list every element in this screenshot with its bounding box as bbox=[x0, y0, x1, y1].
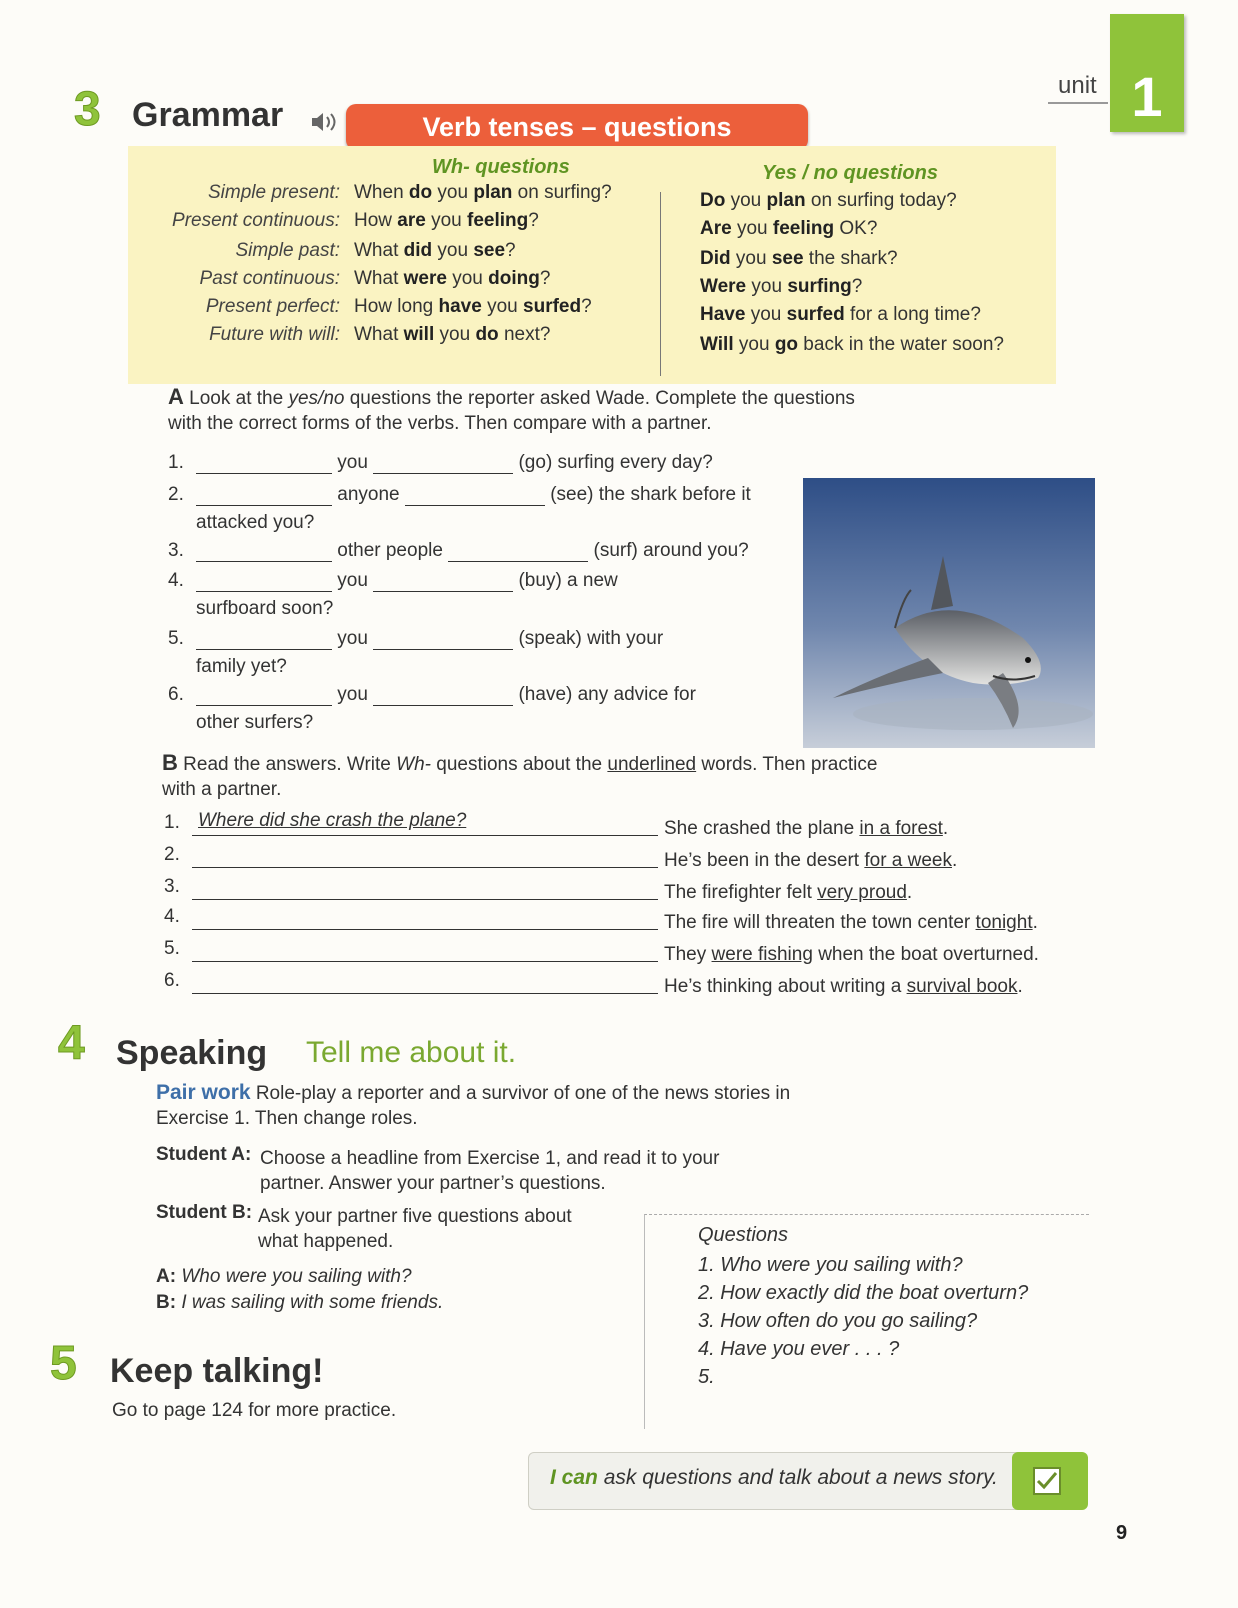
question-word: anyone bbox=[337, 484, 400, 505]
dialogue-b-speaker: B: bbox=[156, 1292, 177, 1313]
wh-question-part: you bbox=[481, 296, 524, 317]
exercise-a-italic: yes/no bbox=[288, 388, 345, 409]
yes-no-question-part: ? bbox=[851, 276, 863, 297]
exercise-a-question bbox=[196, 570, 618, 592]
exercise-a-question bbox=[196, 484, 751, 506]
i-can-bold: I can bbox=[550, 1466, 598, 1489]
yes-no-question-part: go bbox=[774, 334, 799, 355]
student-b-text bbox=[258, 1204, 638, 1254]
answer-blank[interactable] bbox=[196, 573, 332, 592]
pair-work-instructions bbox=[156, 1080, 876, 1131]
speaking-subtitle: Tell me about it. bbox=[306, 1036, 517, 1069]
item-number: 1. bbox=[168, 452, 184, 473]
question-continuation: attacked you? bbox=[196, 512, 315, 533]
wh-question bbox=[354, 210, 539, 232]
wh-question-part: When bbox=[354, 182, 409, 203]
verb-tenses-banner: Verb tenses – questions bbox=[346, 104, 808, 150]
wh-question-part: What bbox=[354, 268, 404, 289]
wh-question-part: do bbox=[408, 182, 433, 203]
exercise-b-text-3: words. Then practice bbox=[696, 754, 878, 775]
answer-blank[interactable] bbox=[196, 543, 332, 562]
wh-question-part: doing bbox=[488, 268, 540, 289]
wh-question-part: How bbox=[354, 210, 398, 231]
tense-label: Past continuous: bbox=[199, 268, 340, 289]
yes-no-question-part: you bbox=[733, 334, 775, 355]
yes-no-question-part: surfed bbox=[786, 304, 845, 325]
student-b-label: Student B: bbox=[156, 1202, 253, 1223]
shark-photo bbox=[803, 478, 1095, 748]
answer-text-end: . bbox=[942, 818, 949, 839]
yes-no-question bbox=[700, 334, 1004, 356]
exercise-a-question bbox=[196, 452, 713, 474]
item-number: 2. bbox=[168, 484, 184, 505]
exercise-b-letter: B bbox=[162, 750, 178, 775]
exercise-b-text: Read the answers. Write bbox=[183, 754, 397, 775]
question-item: 4. Have you ever . . . ? bbox=[698, 1338, 900, 1360]
underlined-words: survival book bbox=[906, 976, 1018, 997]
yes-no-question bbox=[700, 190, 957, 212]
student-a-line1: Choose a headline from Exercise 1, and read it to your bbox=[260, 1148, 720, 1169]
yes-no-question-part: you bbox=[745, 304, 787, 325]
wh-question-part: do bbox=[475, 324, 499, 345]
wh-question-part: you bbox=[425, 210, 468, 231]
verb-prompt: (have) any advice for bbox=[518, 684, 696, 705]
tense-label: Present continuous: bbox=[172, 210, 340, 231]
verb-prompt: (surf) around you? bbox=[593, 540, 749, 561]
item-number: 5. bbox=[164, 938, 180, 959]
student-b-line2: what happened. bbox=[258, 1231, 394, 1252]
unit-rule bbox=[1048, 102, 1108, 104]
speaking-title: Speaking bbox=[116, 1034, 268, 1072]
yes-no-question-part: Are bbox=[700, 218, 732, 239]
question-item: 5. bbox=[698, 1366, 715, 1388]
yes-no-question-part: Have bbox=[700, 304, 746, 325]
yes-no-question-part: Were bbox=[700, 276, 747, 297]
wh-question-part: have bbox=[438, 296, 482, 317]
item-number: 4. bbox=[164, 906, 180, 927]
item-number: 5. bbox=[168, 628, 184, 649]
answer-blank[interactable] bbox=[196, 631, 332, 650]
underlined-words: tonight bbox=[975, 912, 1033, 933]
yes-no-question bbox=[700, 218, 877, 240]
student-a-text bbox=[260, 1146, 780, 1196]
yes-no-question-part: plan bbox=[766, 190, 806, 211]
wh-question-part: will bbox=[403, 324, 435, 345]
question-continuation: family yet? bbox=[196, 656, 287, 677]
underlined-words: very proud bbox=[817, 882, 907, 903]
tense-label: Present perfect: bbox=[205, 296, 340, 317]
wh-question-part: you bbox=[434, 324, 476, 345]
exercise-a-line2: with the correct forms of the verbs. Then compare with a partner. bbox=[168, 413, 712, 434]
answer-line[interactable] bbox=[192, 898, 658, 900]
yes-no-question-part: on surfing today? bbox=[805, 190, 957, 211]
dialogue-b bbox=[156, 1290, 443, 1315]
answer-blank[interactable] bbox=[373, 687, 513, 706]
wh-question-part: How long bbox=[354, 296, 439, 317]
yes-no-question-part: back in the water soon? bbox=[798, 334, 1004, 355]
exercise-b-text-2: questions about the bbox=[430, 754, 608, 775]
answer-text: They bbox=[664, 944, 712, 965]
column-divider bbox=[660, 192, 661, 376]
pair-work-line1: Role-play a reporter and a survivor of one of the news stories in bbox=[255, 1083, 791, 1104]
tense-label: Future with will: bbox=[209, 324, 340, 345]
exercise-a-text-2: questions the reporter asked Wade. Complete the questions bbox=[344, 388, 855, 409]
answer-line[interactable] bbox=[192, 834, 658, 836]
exercise-a-letter: A bbox=[168, 384, 184, 409]
exercise-b-instructions bbox=[162, 750, 942, 802]
checkbox-icon[interactable] bbox=[1012, 1452, 1088, 1510]
answer-sentence bbox=[664, 944, 1039, 966]
question-word: you bbox=[337, 628, 368, 649]
answer-line[interactable] bbox=[192, 992, 658, 994]
answer-sentence bbox=[664, 976, 1023, 998]
keep-talking-title: Keep talking! bbox=[110, 1352, 324, 1390]
grammar-title: Grammar bbox=[132, 96, 284, 134]
unit-number: 1 bbox=[1131, 65, 1163, 128]
answer-text-end: . bbox=[906, 882, 913, 903]
answer-text-end: . bbox=[1017, 976, 1023, 997]
answer-blank[interactable] bbox=[373, 573, 513, 592]
question-continuation: surfboard soon? bbox=[196, 598, 334, 619]
answer-text-end: . bbox=[1032, 912, 1038, 933]
item-number: 6. bbox=[168, 684, 184, 705]
question-item: 2. How exactly did the boat overturn? bbox=[698, 1282, 1029, 1304]
item-number: 6. bbox=[164, 970, 180, 991]
wh-question bbox=[354, 268, 550, 290]
yes-no-question-part: the shark? bbox=[803, 248, 898, 269]
wh-question-part: are bbox=[397, 210, 426, 231]
yes-no-questions-heading: Yes / no questions bbox=[762, 162, 938, 184]
question-item: 3. How often do you go sailing? bbox=[698, 1310, 978, 1332]
questions-heading: Questions bbox=[698, 1224, 789, 1246]
item-number: 3. bbox=[168, 540, 184, 561]
example-answer: Where did she crash the plane? bbox=[198, 810, 467, 831]
wh-question-part: plan bbox=[473, 182, 513, 203]
wh-question-part: you bbox=[432, 182, 474, 203]
answer-sentence bbox=[664, 818, 948, 840]
verb-prompt: (speak) with your bbox=[518, 628, 664, 649]
section-5-number: 5 bbox=[50, 1337, 77, 1390]
item-number: 4. bbox=[168, 570, 184, 591]
answer-text: The fire will threaten the town center bbox=[664, 912, 976, 933]
yes-no-question bbox=[700, 248, 898, 270]
answer-line[interactable] bbox=[192, 866, 658, 868]
wh-question-part: ? bbox=[505, 240, 516, 261]
wh-question bbox=[354, 240, 516, 262]
answer-blank[interactable] bbox=[448, 543, 588, 562]
item-number: 2. bbox=[164, 844, 180, 865]
wh-questions-heading: Wh- questions bbox=[432, 156, 570, 178]
tense-label: Simple present: bbox=[207, 182, 340, 203]
question-word: other people bbox=[337, 540, 443, 561]
section-3-number: 3 bbox=[74, 83, 101, 136]
section-4-number: 4 bbox=[58, 1017, 85, 1070]
answer-blank[interactable] bbox=[196, 455, 332, 474]
answer-line[interactable] bbox=[192, 960, 658, 962]
yes-no-question-part: OK? bbox=[834, 218, 878, 239]
answer-text: She crashed the plane bbox=[664, 818, 860, 839]
question-word: you bbox=[337, 684, 368, 705]
answer-line[interactable] bbox=[192, 928, 658, 930]
answer-blank[interactable] bbox=[373, 631, 513, 650]
answer-sentence bbox=[664, 882, 912, 904]
underlined-words: for a week bbox=[864, 850, 952, 871]
unit-label: unit bbox=[1058, 72, 1097, 99]
answer-blank[interactable] bbox=[196, 487, 332, 506]
item-number: 1. bbox=[164, 812, 180, 833]
wh-question-part: next? bbox=[498, 324, 551, 345]
wh-question-part: What bbox=[354, 240, 404, 261]
yes-no-question bbox=[700, 276, 862, 298]
answer-text-end: . bbox=[952, 850, 958, 871]
exercise-a-question bbox=[196, 628, 663, 650]
exercise-a-text: Look at the bbox=[189, 388, 289, 409]
wh-question-part: you bbox=[432, 240, 474, 261]
wh-question-part: ? bbox=[539, 268, 551, 289]
yes-no-question-part: Do bbox=[700, 190, 726, 211]
yes-no-question-part: Did bbox=[700, 248, 731, 269]
yes-no-question-part: for a long time? bbox=[844, 304, 981, 325]
page-number: 9 bbox=[1116, 1522, 1128, 1544]
exercise-b-italic: Wh- bbox=[396, 754, 431, 775]
dialogue-a-speaker: A: bbox=[156, 1266, 177, 1287]
answer-text: He’s thinking about writing a bbox=[664, 976, 907, 997]
verb-prompt: (buy) a new bbox=[518, 570, 618, 591]
answer-text-end: when the boat overturned. bbox=[812, 944, 1039, 965]
wh-question-part: see bbox=[473, 240, 506, 261]
yes-no-question-part: you bbox=[746, 276, 788, 297]
student-b-line1: Ask your partner five questions about bbox=[258, 1206, 572, 1227]
exercise-a-question bbox=[196, 684, 696, 706]
answer-sentence bbox=[664, 912, 1038, 934]
verb-prompt: (go) surfing every day? bbox=[518, 452, 713, 473]
yes-no-question-part: feeling bbox=[772, 218, 835, 239]
student-a-line2: partner. Answer your partner’s questions. bbox=[260, 1173, 606, 1194]
dialogue-b-text: I was sailing with some friends. bbox=[181, 1292, 444, 1313]
yes-no-question-part: you bbox=[730, 248, 772, 269]
wh-question bbox=[354, 182, 612, 204]
answer-blank[interactable] bbox=[373, 455, 513, 474]
exercise-a-question bbox=[196, 540, 749, 562]
wh-question-part: surfed bbox=[523, 296, 582, 317]
answer-text: He’s been in the desert bbox=[664, 850, 865, 871]
question-word: you bbox=[337, 570, 368, 591]
keep-talking-text: Go to page 124 for more practice. bbox=[112, 1400, 397, 1421]
yes-no-question bbox=[700, 304, 981, 326]
pair-work-label: Pair work bbox=[156, 1081, 251, 1104]
pair-work-line2: Exercise 1. Then change roles. bbox=[156, 1108, 418, 1129]
verb-prompt: (see) the shark before it bbox=[550, 484, 751, 505]
yes-no-question-part: see bbox=[771, 248, 804, 269]
item-number: 3. bbox=[164, 876, 180, 897]
wh-question bbox=[354, 324, 550, 346]
underlined-words: were fishing bbox=[711, 944, 813, 965]
exercise-b-line2: with a partner. bbox=[162, 779, 282, 800]
answer-blank[interactable] bbox=[405, 487, 545, 506]
wh-question-part: did bbox=[403, 240, 433, 261]
dialogue-a-text: Who were you sailing with? bbox=[181, 1266, 412, 1287]
wh-question-part: What bbox=[354, 324, 404, 345]
answer-sentence bbox=[664, 850, 957, 872]
question-item: 1. Who were you sailing with? bbox=[698, 1254, 963, 1276]
tense-label: Simple past: bbox=[235, 240, 340, 261]
i-can-statement: ask questions and talk about a news story. bbox=[597, 1466, 998, 1489]
wh-question bbox=[354, 296, 592, 318]
answer-text: The firefighter felt bbox=[664, 882, 818, 903]
wh-question-part: were bbox=[403, 268, 447, 289]
wh-question-part: ? bbox=[528, 210, 539, 231]
underlined-words: in a forest bbox=[859, 818, 943, 839]
student-a-label: Student A: bbox=[156, 1144, 252, 1165]
speaker-icon[interactable] bbox=[310, 110, 338, 140]
yes-no-question-part: you bbox=[725, 190, 767, 211]
yes-no-question-part: Will bbox=[700, 334, 734, 355]
wh-question-part: you bbox=[446, 268, 489, 289]
question-word: you bbox=[337, 452, 368, 473]
exercise-a-instructions bbox=[168, 384, 928, 436]
wh-question-part: feeling bbox=[467, 210, 529, 231]
question-continuation: other surfers? bbox=[196, 712, 314, 733]
wh-question-part: on surfing? bbox=[512, 182, 612, 203]
answer-blank[interactable] bbox=[196, 687, 332, 706]
wh-question-part: ? bbox=[581, 296, 592, 317]
dialogue-a bbox=[156, 1264, 412, 1289]
yes-no-question-part: surfing bbox=[787, 276, 852, 297]
yes-no-question-part: you bbox=[731, 218, 773, 239]
exercise-b-underlined: underlined bbox=[607, 754, 697, 775]
i-can-text bbox=[550, 1466, 998, 1490]
